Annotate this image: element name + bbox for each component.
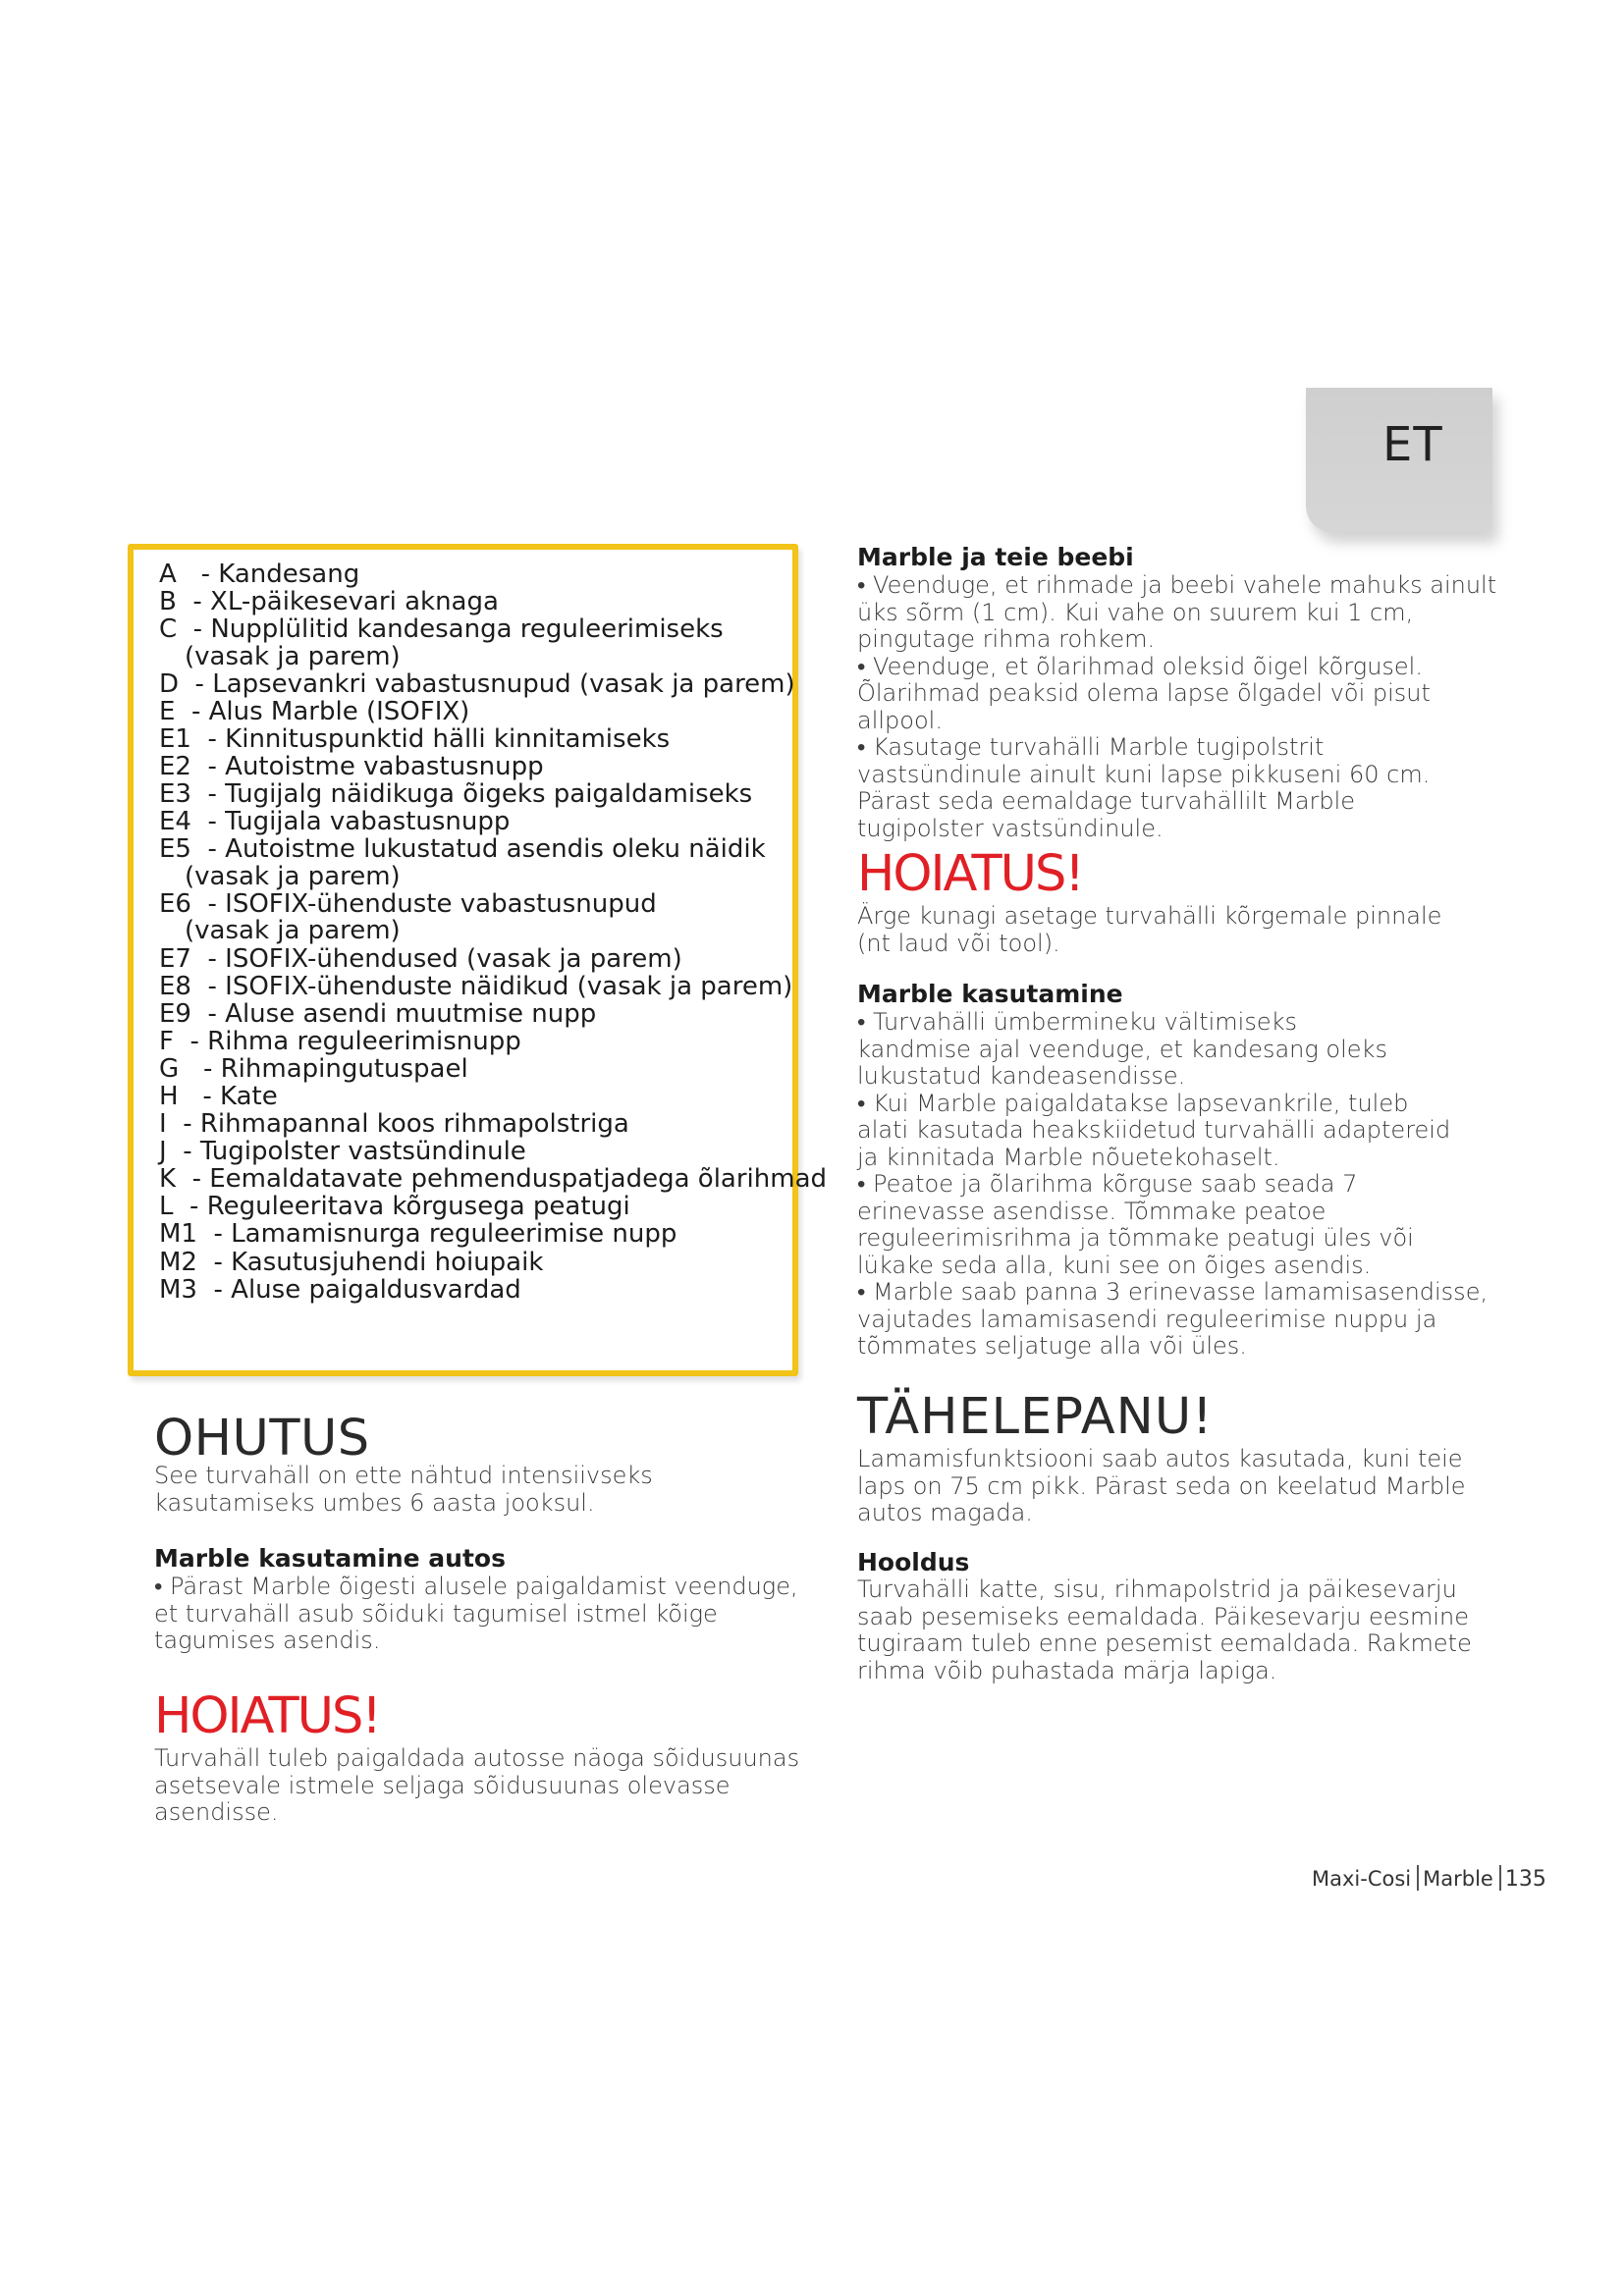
part-separator: - [166,1137,200,1167]
car-use-section [154,1544,812,1655]
part-code: E3 [159,779,191,810]
parts-list-item [159,998,827,1029]
part-label: Kinnituspunktid hälli kinnitamiseks [225,723,671,754]
part-label: XL-päikesevari aknaga [210,587,499,617]
usage-item: • Marble saab panna 3 erinevasse lamamisasendisse, vajutades lamamisasendi reguleerimise nuppu ja tõmmates seljatuge alla või üles. [857,1278,1489,1360]
parts-list-item [159,561,827,589]
parts-list-item [159,888,827,946]
parts-list-item [159,809,827,836]
safety-section [154,1412,812,1517]
parts-list-item [159,1247,827,1277]
footer-divider [1417,1865,1419,1891]
footer-divider [1499,1865,1501,1891]
part-label: Lamamisnurga reguleerimise nupp [231,1219,677,1250]
parts-list-item [159,1166,827,1194]
part-code: M3 [159,1274,197,1305]
baby-section [857,543,1505,842]
baby-title: Marble ja teie beebi [857,543,1134,571]
part-label: Rihmapingutuspael [220,1053,468,1084]
page-number: 135 [1504,1867,1546,1892]
part-code: M1 [159,1219,197,1250]
part-label: Kandesang [218,560,360,589]
part-label: Autoistme lukustatud asendis oleku näidik [225,834,766,865]
baby-item: • Veenduge, et rihmade ja beebi vahele mahuks ainult üks sõrm (1 cm). Kui vahe on suurem kui 1 cm, pingutage rihma rohkem. [857,571,1497,653]
part-separator: - [177,614,211,645]
part-code: E1 [159,723,191,754]
baby-item: • Kasutage turvahälli Marble tugipolstrit vastsündinule ainult kuni lapse pikkuseni 60 cm. Pärast seda eemaldage turvahällilt Marble tugipolster vastsündinule. [857,733,1431,842]
part-code: L [159,1192,174,1222]
parts-list-item [159,1274,827,1305]
part-code: D [159,668,180,699]
safety-text: See turvahäll on ette nähtud intensiivseks kasutamiseks umbes 6 aasta jooksul. [154,1462,653,1517]
language-code: ET [1382,417,1443,472]
part-separator: - [176,560,219,589]
parts-list-item [159,668,827,699]
part-code: G [159,1053,180,1084]
parts-list-item [159,754,827,781]
part-label: Eemaldatavate pehmenduspatjadega õlarihmad [209,1164,828,1195]
part-code: E6 [159,888,191,919]
part-label: Tugijala vabastusnupp [225,807,511,837]
attention-section [857,1389,1505,1527]
part-label: Kate [220,1082,278,1111]
part-code: E5 [159,834,191,865]
part-code: A [159,560,177,589]
parts-list-item [159,1221,827,1249]
usage-title: Marble kasutamine [857,980,1123,1008]
part-label: ISOFIX-ühendused (vasak ja parem) [225,943,682,974]
part-label: Autoistme vabastusnupp [225,752,544,782]
part-separator: - [178,1082,221,1111]
part-code: E8 [159,971,191,1001]
part-label: ISOFIX-ühenduste näidikud (vasak ja parem) [225,971,793,1001]
language-tab [1306,388,1492,533]
care-text: Turvahälli katte, sisu, rihmapolstrid ja päikesevarju saab pesemiseks eemaldada. Päikesevarju eesmine tugiraam tuleb enne pesemist eemaldada. Rakmete rihma võib puhastada märja lapiga. [857,1575,1472,1684]
parts-list-item [159,1026,827,1056]
part-label: Tugijalg näidikuga õigeks paigaldamiseks [225,779,753,810]
care-section [857,1549,1515,1684]
part-separator: - [190,888,226,919]
parts-list-item [159,1084,827,1111]
part-label: Alus Marble (ISOFIX) [208,696,470,726]
part-label: Reguleeritava kõrgusega peatugi [206,1192,630,1222]
footer-brand: Maxi-Cosi [1312,1867,1412,1891]
parts-list-item [159,1111,827,1139]
left-warning-title: HOIATUS! [154,1687,380,1745]
part-separator: - [190,971,226,1001]
parts-list-item [159,943,827,974]
part-separator: - [190,834,226,865]
left-warning-section [154,1688,812,1827]
part-separator: - [196,1274,232,1305]
parts-list-item [159,971,827,1001]
page-footer [1312,1865,1546,1892]
part-separator: - [196,1247,232,1277]
part-separator: - [196,1219,232,1250]
parts-list [159,561,827,1305]
part-label: Rihmapannal koos rihmapolstriga [199,1109,629,1140]
usage-section [857,980,1505,1361]
parts-list-item [159,696,827,726]
care-title: Hooldus [857,1548,970,1576]
part-separator: - [179,1053,221,1084]
right-warning-title: HOIATUS! [857,845,1083,903]
part-separator: - [173,1026,208,1056]
part-label: Aluse asendi muutmise nupp [225,998,597,1029]
parts-list-item [159,1053,827,1084]
part-label: Lapsevankri vabastusnupud (vasak ja parem) [212,668,795,699]
part-code: E9 [159,998,191,1029]
parts-list-item [159,1194,827,1221]
part-code: E7 [159,943,191,974]
usage-item: • Peatoe ja õlarihma kõrguse saab seada 7 erinevasse asendisse. Tõmmake peatoe reguleerimisrihma ja tõmmake peatugi üles või lükake seda alla, kuni see on õiges asendis. [857,1170,1414,1279]
part-label-continuation: (vasak ja parem) [185,641,401,671]
parts-list-box [128,544,828,1376]
part-code: I [159,1109,167,1140]
part-label: Kasutusjuhendi hoiupaik [231,1247,544,1277]
right-warning-text: Ärge kunagi asetage turvahälli kõrgemale pinnale (nt laud või tool). [857,902,1442,957]
usage-item: • Turvahälli ümbermineku vältimiseks kandmise ajal veenduge, et kandesang oleks lukustatud kandeasendisse. [857,1008,1387,1090]
part-code: F [159,1026,174,1056]
part-label-continuation: (vasak ja parem) [185,916,401,946]
attention-title: TÄHELEPANU! [857,1388,1214,1446]
part-separator: - [166,1109,200,1140]
part-code: M2 [159,1247,197,1277]
part-separator: - [176,1164,210,1195]
safety-title: OHUTUS [154,1410,370,1468]
right-warning-section [857,846,1505,957]
part-separator: - [179,668,213,699]
part-separator: - [190,779,226,810]
parts-list-item [159,723,827,754]
part-separator: - [190,998,226,1029]
part-label: ISOFIX-ühenduste vabastusnupud [225,888,657,919]
part-code: E4 [159,807,191,837]
part-separator: - [190,752,226,782]
part-label: Aluse paigaldusvardad [231,1274,521,1305]
left-warning-text: Turvahäll tuleb paigaldada autosse näoga sõidusuunas asetsevale istmele seljaga sõidusuunas olevasse asendisse. [154,1744,800,1826]
part-label: Tugipolster vastsündinule [199,1137,526,1167]
baby-item: • Veenduge, et õlarihmad oleksid õigel kõrgusel. Õlarihmad peaksid olema lapse õlgadel või pisut allpool. [857,652,1431,734]
part-code: C [159,614,178,645]
part-label: Rihma reguleerimisnupp [207,1026,521,1056]
parts-list-item [159,781,827,809]
part-code: B [159,587,177,617]
part-separator: - [190,723,226,754]
parts-list-item [159,589,827,616]
part-separator: - [176,587,211,617]
part-code: K [159,1164,177,1195]
parts-list-item [159,836,827,890]
car-use-text: • Pärast Marble õigesti alusele paigaldamist veenduge, et turvahäll asub sõiduki tagumisel istmel kõige tagumises asendis. [154,1573,798,1654]
car-use-title: Marble kasutamine autos [154,1544,506,1573]
part-label-continuation: (vasak ja parem) [185,861,401,891]
part-code: J [159,1137,167,1167]
part-separator: - [190,943,226,974]
footer-product: Marble [1423,1867,1493,1891]
part-label: Nupplülitid kandesanga reguleerimiseks [210,614,724,645]
parts-list-item [159,616,827,670]
attention-text: Lamamisfunktsiooni saab autos kasutada, kuni teie laps on 75 cm pikk. Pärast seda on keelatud Marble autos magada. [857,1445,1466,1526]
part-code: E2 [159,752,191,782]
part-code: H [159,1082,179,1111]
usage-item: • Kui Marble paigaldatakse lapsevankrile, tuleb alati kasutada heakskiidetud turvahälli adaptereid ja kinnitada Marble nõuetekohaselt. [857,1089,1451,1171]
part-separator: - [173,1192,207,1222]
part-code: E [159,696,176,726]
part-separator: - [175,696,209,726]
part-separator: - [190,807,226,837]
parts-list-item [159,1139,827,1166]
